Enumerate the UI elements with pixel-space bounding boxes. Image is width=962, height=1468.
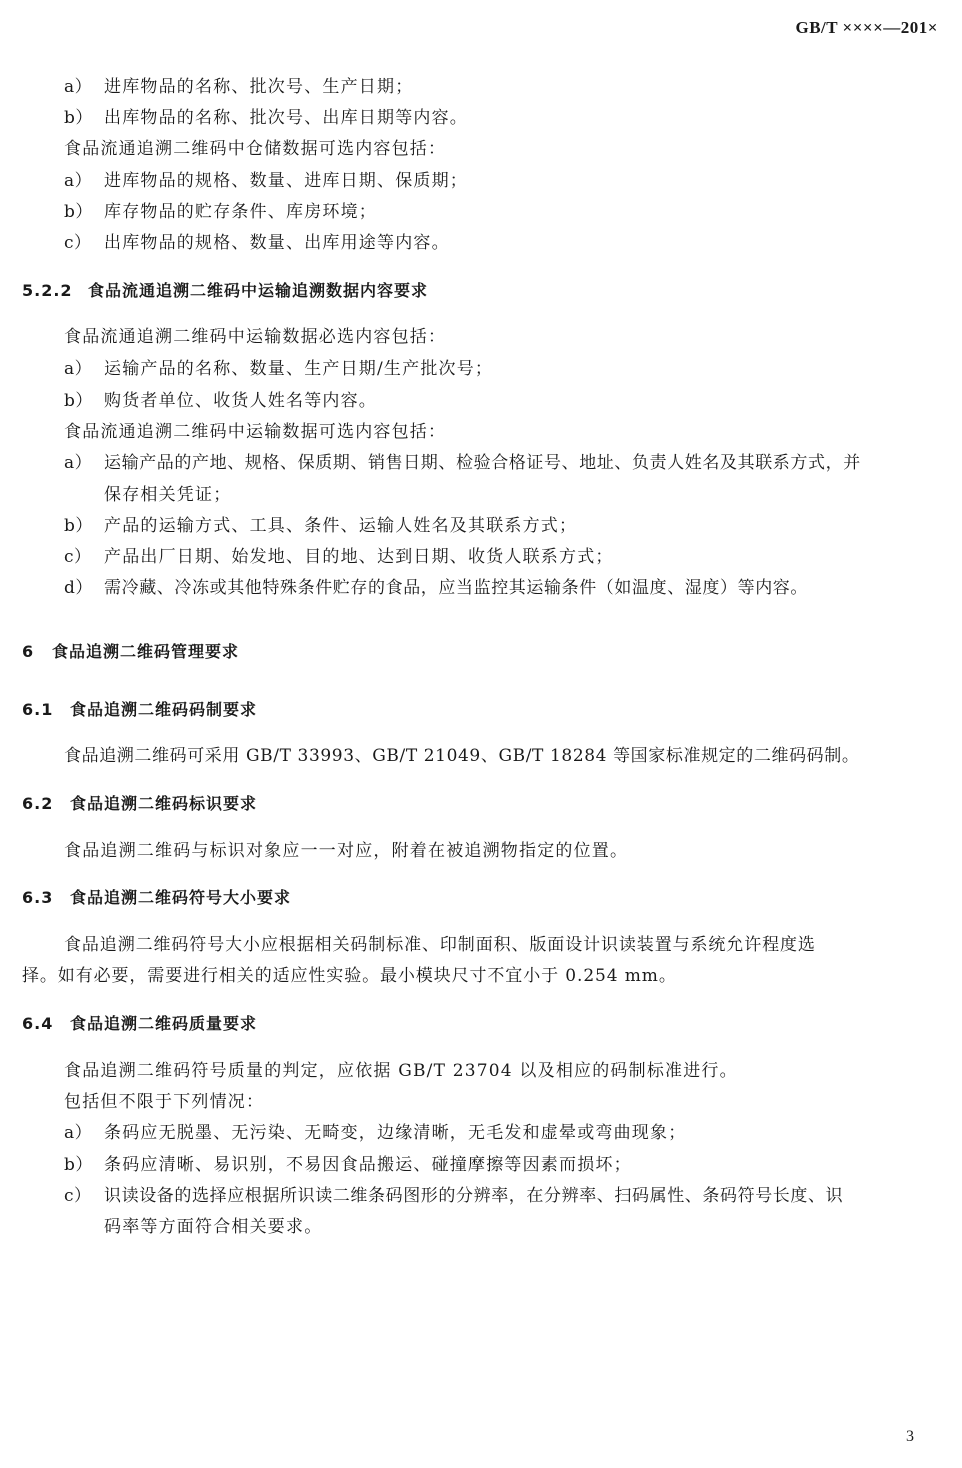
list-item-text: 条码应清晰、易识别，不易因食品搬运、碰撞摩擦等因素而损坏； — [104, 1155, 632, 1175]
paragraph-continued: 择。如有必要，需要进行相关的适应性实验。最小模块尺寸不宜小于 0.254 mm。 — [22, 966, 677, 986]
section-number: 6.1 — [22, 700, 54, 719]
list-item-text: 进库物品的规格、数量、进库日期、保质期； — [104, 171, 468, 191]
paragraph: 食品追溯二维码可采用 GB/T 33993、GB/T 21049、GB/T 18284 等国家标准规定的二维码码制。 — [64, 746, 860, 766]
list-item-label: b） — [64, 202, 93, 222]
list-item-label: b） — [64, 1155, 93, 1175]
section-number: 6.4 — [22, 1014, 54, 1033]
list-item-label: b） — [64, 516, 93, 536]
list-item-text: 出库物品的规格、数量、出库用途等内容。 — [104, 233, 450, 253]
section-heading-6-1 — [22, 699, 257, 721]
list-item-text: 运输产品的产地、规格、保质期、销售日期、检验合格证号、地址、负责人姓名及其联系方式，并 — [104, 453, 861, 473]
list-item-label: a） — [64, 1123, 93, 1143]
section-title: 食品追溯二维码符号大小要求 — [70, 888, 292, 907]
list-item-label: c） — [64, 1186, 92, 1206]
paragraph: 包括但不限于下列情况： — [64, 1092, 265, 1112]
list-item-label: b） — [64, 391, 93, 411]
section-number: 5.2.2 — [22, 281, 73, 300]
list-item-text: 产品出厂日期、始发地、目的地、达到日期、收货人联系方式； — [104, 547, 614, 567]
section-title: 食品追溯二维码管理要求 — [52, 642, 240, 661]
list-item-text: 需冷藏、冷冻或其他特殊条件贮存的食品，应当监控其运输条件（如温度、湿度）等内容。 — [104, 578, 808, 598]
section-number: 6 — [22, 642, 35, 661]
document-standard-header: GB/T ××××—201× — [795, 18, 938, 37]
section-heading-6-4 — [22, 1013, 257, 1035]
list-item-text: 出库物品的名称、批次号、出库日期等内容。 — [104, 108, 468, 128]
section-number: 6.3 — [22, 888, 54, 907]
section-title: 食品追溯二维码码制要求 — [70, 700, 258, 719]
paragraph: 食品追溯二维码符号大小应根据相关码制标准、印制面积、版面设计识读装置与系统允许程度选 — [64, 935, 816, 955]
page-number: 3 — [906, 1428, 914, 1445]
section-title: 食品追溯二维码质量要求 — [70, 1014, 258, 1033]
section-heading-6-2 — [22, 793, 257, 815]
section-heading-6 — [22, 641, 239, 663]
list-item-text: 进库物品的名称、批次号、生产日期； — [104, 77, 414, 97]
section-title: 食品追溯二维码标识要求 — [70, 794, 258, 813]
section-heading-6-3 — [22, 887, 291, 909]
paragraph: 食品追溯二维码与标识对象应一一对应，附着在被追溯物指定的位置。 — [64, 841, 629, 861]
list-item-label: c） — [64, 233, 92, 253]
list-item-text: 产品的运输方式、工具、条件、运输人姓名及其联系方式； — [104, 516, 578, 536]
list-item-label: a） — [64, 171, 93, 191]
list-item-label: a） — [64, 359, 93, 379]
section-title: 食品流通追溯二维码中运输追溯数据内容要求 — [88, 281, 429, 300]
paragraph: 食品流通追溯二维码中仓储数据可选内容包括： — [64, 139, 447, 159]
list-item-text: 购货者单位、收货人姓名等内容。 — [104, 391, 377, 411]
list-item-label: d） — [64, 578, 93, 598]
section-number: 6.2 — [22, 794, 54, 813]
list-item-text-continued: 保存相关凭证； — [104, 485, 232, 505]
paragraph: 食品流通追溯二维码中运输数据必选内容包括： — [64, 327, 447, 347]
list-item-text: 运输产品的名称、数量、生产日期/生产批次号； — [104, 359, 494, 379]
section-heading-5-2-2 — [22, 280, 428, 302]
list-item-text: 库存物品的贮存条件、库房环境； — [104, 202, 377, 222]
paragraph: 食品流通追溯二维码中运输数据可选内容包括： — [64, 422, 447, 442]
list-item-label: b） — [64, 108, 93, 128]
list-item-label: a） — [64, 77, 93, 97]
list-item-text: 识读设备的选择应根据所识读二维条码图形的分辨率，在分辨率、扫码属性、条码符号长度、识 — [104, 1186, 844, 1206]
list-item-text-continued: 码率等方面符合相关要求。 — [104, 1217, 323, 1237]
list-item-text: 条码应无脱墨、无污染、无畸变，边缘清晰，无毛发和虚晕或弯曲现象； — [104, 1123, 687, 1143]
list-item-label: a） — [64, 453, 93, 473]
paragraph: 食品追溯二维码符号质量的判定，应依据 GB/T 23704 以及相应的码制标准进行。 — [64, 1061, 738, 1081]
list-item-label: c） — [64, 547, 92, 567]
